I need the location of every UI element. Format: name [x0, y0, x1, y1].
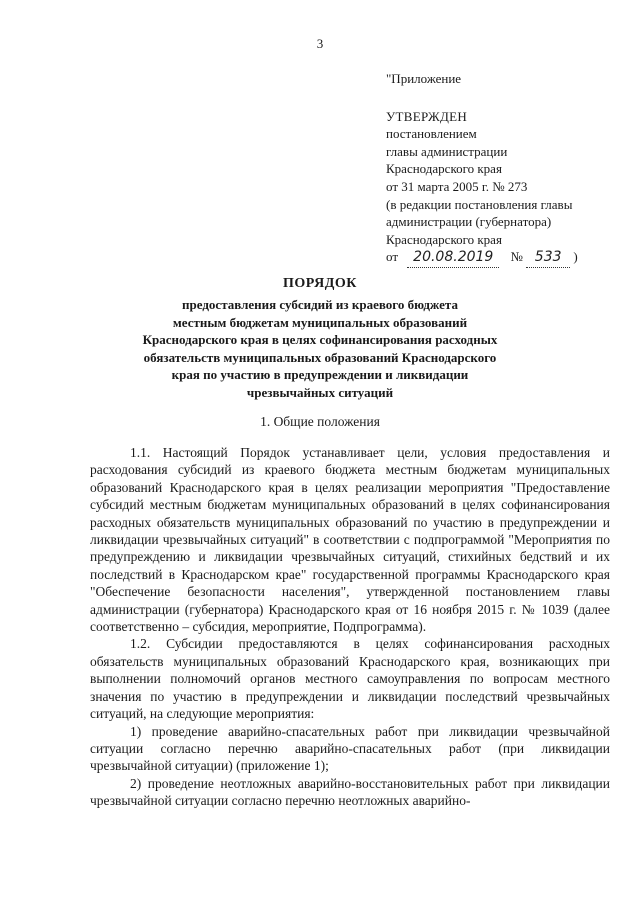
- subtitle-line: края по участию в предупреждении и ликвидации: [171, 367, 469, 382]
- approval-line: (в редакции постановления главы: [386, 196, 573, 212]
- approval-line: Краснодарского края: [386, 161, 502, 177]
- number-prefix: №: [510, 249, 523, 265]
- approval-line: Краснодарского края: [386, 231, 502, 247]
- document-title: ПОРЯДОК: [283, 276, 357, 291]
- date-prefix: от: [386, 249, 399, 265]
- approval-line: главы администрации: [386, 143, 508, 159]
- amendment-date-line: [386, 248, 636, 268]
- approval-block: [386, 70, 636, 268]
- subtitle-line: местным бюджетам муниципальных образований: [172, 314, 468, 330]
- approval-line: от 31 марта 2005 г. № 273: [386, 178, 528, 194]
- subtitle-line: чрезвычайных ситуаций: [246, 384, 394, 400]
- body-text: [90, 444, 610, 810]
- approval-line: администрации (губернатора): [386, 214, 552, 230]
- paragraph: 1) проведение аварийно-спасательных работ при ликвидации чрезвычайной ситуации согласно перечню аварийно-спасательных работ (при ликвидации чрезвычайной ситуации) (приложение 1);: [90, 723, 610, 774]
- section-heading: 1. Общие положения: [260, 414, 380, 429]
- subtitle-line: предоставления субсидий из краевого бюджета: [182, 297, 458, 312]
- appendix-label: "Приложение: [386, 71, 462, 86]
- subtitle-line: Краснодарского края в целях софинансирования расходных: [142, 332, 498, 347]
- handwritten-date: 20.08.2019: [407, 249, 499, 268]
- handwritten-number: 533: [526, 249, 570, 268]
- approved-label: УТВЕРЖДЕН: [386, 108, 468, 124]
- date-suffix: ): [573, 249, 578, 265]
- paragraph: 2) проведение неотложных аварийно-восстановительных работ при ликвидации чрезвычайной ситуации согласно перечню неотложных аварийно-: [90, 775, 610, 809]
- paragraph: 1.2. Субсидии предоставляются в целях софинансирования расходных обязательств муниципальных образований Краснодарского края, возникающих при выполнении полномочий органов местного самоуправления по вопросам местного значения по участию в предупреждении и ликвидации последствий чрезвычайных ситуаций, на следующие мероприятия:: [90, 636, 610, 722]
- page-number: 3: [316, 36, 324, 51]
- subtitle-line: обязательств муниципальных образований Краснодарского: [143, 349, 497, 365]
- paragraph: 1.1. Настоящий Порядок устанавливает цели, условия предоставления и расходования субсидий из краевого бюджета местным бюджетам муниципальных образований Краснодарского края в целях реализации мероприятия "Предоставление субсидий местным бюджетам муниципальных образований в целях софинансирования расходных обязательств муниципальных образований по участию в предупреждении и ликвидации чрезвычайных ситуаций" в соответствии с подпрограммой "Мероприятия по предупреждению и ликвидации чрезвычайных ситуаций, стихийных бедствий и их последствий в Краснодарском крае" государственной программы Краснодарского края "Обеспечение безопасности населения", утвержденной постановлением главы администрации (губернатора) Краснодарского края от 16 ноября 2015 г. № 1039 (далее соответственно – субсидия, мероприятие, Подпрограмма).: [90, 445, 610, 635]
- approval-line: постановлением: [386, 126, 477, 142]
- document-subtitle: [112, 296, 528, 401]
